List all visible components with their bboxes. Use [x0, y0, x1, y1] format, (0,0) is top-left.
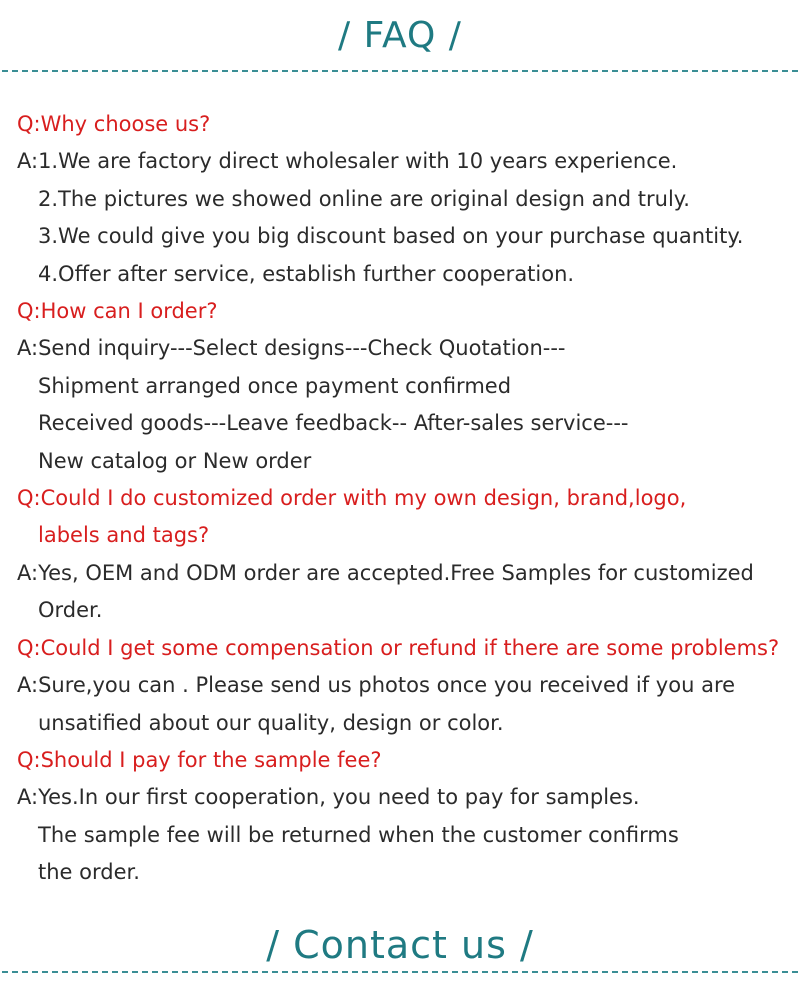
- faq-answer-line: A:Yes, OEM and ODM order are accepted.Free Samples for customized: [17, 560, 754, 585]
- faq-question: Q:Should I pay for the sample fee?: [17, 747, 382, 772]
- faq-answer-line: A:Yes.In our first cooperation, you need to pay for samples.: [17, 785, 640, 810]
- contact-heading: / Contact us /: [266, 923, 534, 967]
- faq-answer-line: The sample fee will be returned when the customer confirms: [38, 822, 679, 847]
- faq-list: [17, 106, 793, 892]
- faq-question: Q:How can I order?: [17, 299, 218, 324]
- divider-bottom: [2, 971, 798, 973]
- faq-answer-line: Received goods---Leave feedback-- After-sales service---: [38, 411, 629, 436]
- faq-question: Q:Could I get some compensation or refund if there are some problems?: [17, 635, 780, 660]
- faq-question: Q:Could I do customized order with my own design, brand,logo,: [17, 486, 687, 511]
- faq-answer-line: 2.The pictures we showed online are original design and truly.: [38, 186, 690, 211]
- faq-answer-line: the order.: [38, 860, 140, 885]
- faq-question: labels and tags?: [38, 523, 210, 548]
- faq-answer-line: Shipment arranged once payment confirmed: [38, 373, 512, 398]
- faq-answer-line: 4.Offer after service, establish further cooperation.: [38, 261, 575, 286]
- faq-question: Q:Why choose us?: [17, 112, 211, 136]
- faq-answer-line: A:1.We are factory direct wholesaler with 10 years experience.: [17, 149, 678, 174]
- faq-answer-line: A:Sure,you can . Please send us photos once you received if you are: [17, 673, 736, 698]
- faq-answer-line: Order.: [38, 598, 103, 623]
- faq-answer-line: New catalog or New order: [38, 448, 312, 473]
- faq-heading: / FAQ /: [338, 15, 462, 56]
- faq-answer-line: 3.We could give you big discount based on your purchase quantity.: [38, 224, 744, 249]
- divider-top: [2, 70, 798, 72]
- faq-answer-line: unsatified about our quality, design or color.: [38, 710, 504, 735]
- faq-answer-line: A:Send inquiry---Select designs---Check Quotation---: [17, 336, 566, 361]
